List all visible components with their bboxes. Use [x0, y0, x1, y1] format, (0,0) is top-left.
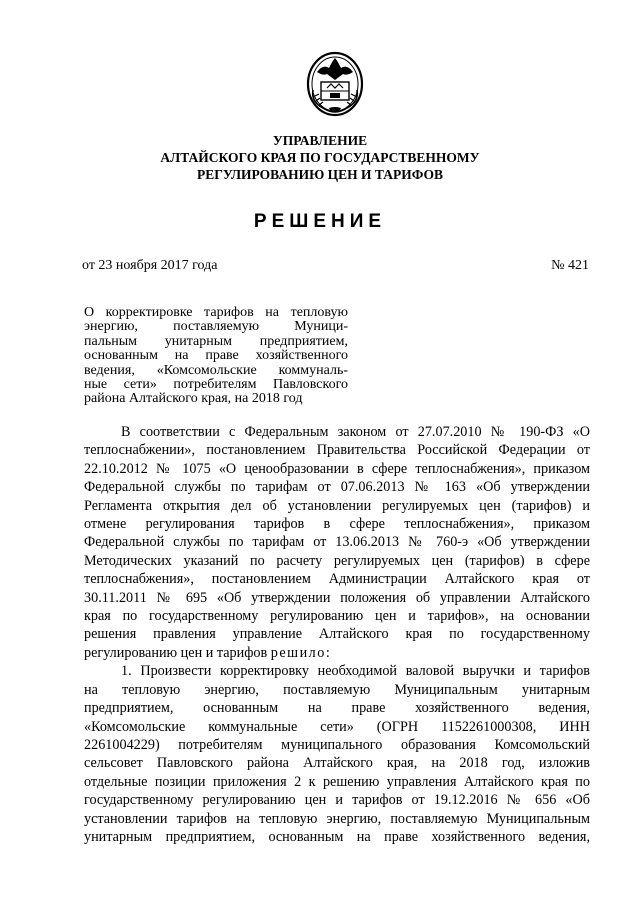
body-line: края по государственному регулированию цен и тарифов», на основании — [84, 608, 590, 625]
body-line: Методических указаний по расчету регулируемых цен (тарифов) в сфере — [84, 552, 590, 569]
body-line-final — [84, 644, 590, 662]
authority-line: АЛТАЙСКОГО КРАЯ ПО ГОСУДАРСТВЕННОМУ — [160, 150, 480, 165]
item-line: 2261004229) потребителям муниципального образования Комсомольский — [84, 736, 590, 753]
item-line: на тепловую энергию, поставляемую Муниципальным унитарным — [84, 681, 590, 698]
subject-line: энергию, поставляемую Муници- — [84, 319, 348, 335]
body-line: Федеральной службы по тарифам от 13.06.2013 № 760-э «Об утверждении — [84, 534, 590, 551]
item-line: установлении тарифов на тепловую энергию, поставляемую Муниципальным — [84, 810, 590, 827]
body-line: теплоснабжения», постановлением Администрации Алтайского края от — [84, 571, 590, 588]
document-title: РЕШЕНИЕ — [253, 211, 387, 232]
document-number: № 421 — [551, 258, 589, 273]
coat-of-arms-icon — [303, 50, 367, 120]
subject-line: ведения, «Комсомольские коммуналь- — [84, 362, 348, 378]
item-line: государственному регулированию цен и тарифов от 19.12.2016 № 656 «Об — [84, 792, 590, 809]
item-line: 1. Произвести корректировку необходимой валовой выручки и тарифов — [121, 663, 590, 680]
item-line: унитарным предприятием, основанным на праве хозяйственного ведения, — [84, 828, 590, 845]
body-line: теплоснабжении», постановлением Правительства Российской Федерации от — [84, 442, 590, 459]
document-date: от 23 ноября 2017 года — [82, 258, 218, 273]
body-line: 30.11.2011 № 695 «Об утверждении положения об управлении Алтайского — [84, 589, 590, 606]
authority-line: РЕГУЛИРОВАНИЮ ЦЕН И ТАРИФОВ — [196, 167, 444, 182]
document-subject — [84, 306, 348, 407]
body-line: отмене регулирования тарифов в сфере теплоснабжения», приказом — [84, 516, 590, 533]
decided-word: решило: — [270, 644, 332, 661]
body-line: Федеральной службы по тарифам от 07.06.2013 № 163 «Об утверждении — [84, 479, 590, 496]
subject-line: ные сети» потребителям Павловского — [84, 377, 348, 393]
body-line: 22.10.2012 № 1075 «О ценообразовании в сфере теплоснабжения», приказом — [84, 460, 590, 477]
subject-line: О корректировке тарифов на тепловую — [84, 305, 348, 320]
authority-name — [0, 132, 640, 183]
subject-line: пальным унитарным предприятием, — [84, 333, 348, 349]
item-line: предприятием, основанным на праве хозяйственного ведения, — [84, 700, 590, 717]
body-line: В соответствии с Федеральным законом от 27.07.2010 № 190-ФЗ «О — [121, 424, 590, 440]
body-line: Регламента открытия дел об установлении регулируемых цен (тарифов) и — [84, 497, 590, 514]
item-line: сельсовет Павловского района Алтайского края, на 2018 год, изложив — [84, 755, 590, 772]
document-body — [84, 423, 590, 846]
body-line: решения правления управление Алтайского края по государственному — [84, 626, 590, 643]
item-line: «Комсомольские коммунальные сети» (ОГРН 1152261000308, ИНН — [84, 718, 590, 735]
authority-line: УПРАВЛЕНИЕ — [272, 133, 368, 148]
body-line: регулированию цен и тарифов — [84, 644, 268, 661]
subject-line: основанным на праве хозяйственного — [84, 348, 348, 364]
item-line: отдельные позиции приложения 2 к решению управления Алтайского края по — [84, 773, 590, 790]
subject-line: района Алтайского края, на 2018 год — [84, 391, 303, 407]
